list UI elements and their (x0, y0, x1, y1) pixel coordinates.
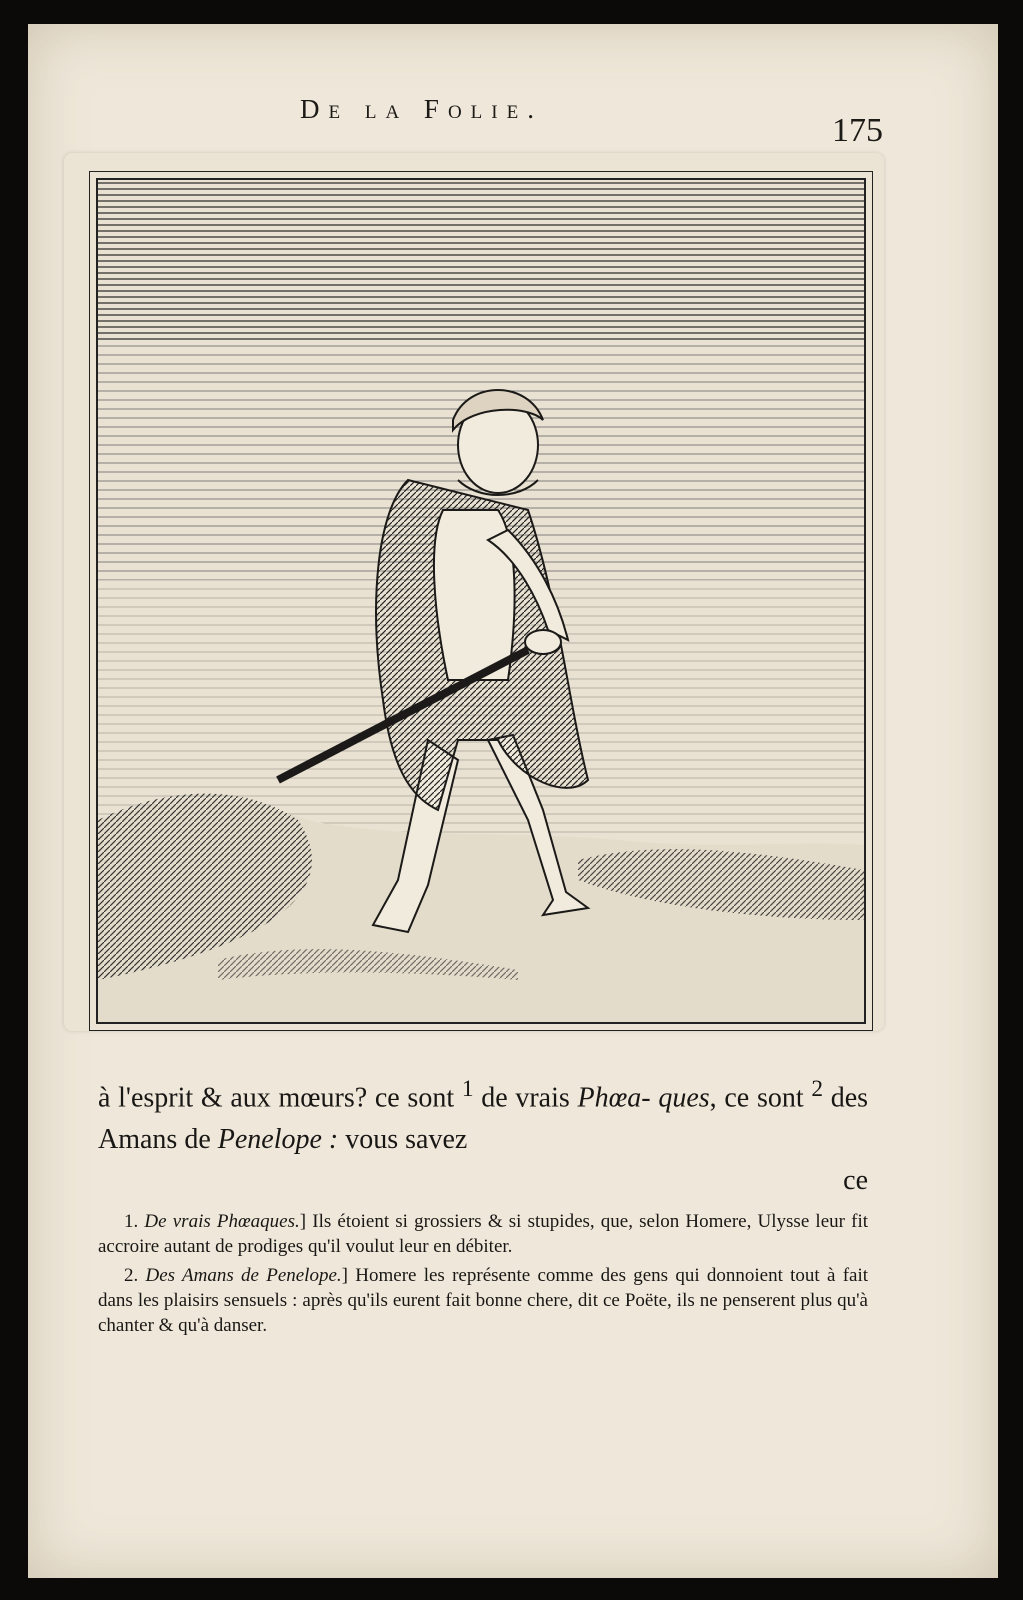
italic-span: ques (658, 1082, 710, 1114)
footnote-text: ] Ils étoient si grossiers & si stupides, que, selon Homere, Ulysse leur fit accroire autant de prodiges qu'il voulut leur en débiter. (98, 1211, 869, 1258)
jester-figure-icon (98, 180, 864, 1022)
footnote-2 (98, 1263, 868, 1338)
footnote-number: 2. (124, 1265, 139, 1287)
footnote-1 (98, 1209, 868, 1259)
main-paragraph (98, 1068, 868, 1161)
catchword: ce (843, 1165, 868, 1197)
footnote-ref-2: 2 (811, 1076, 824, 1102)
text-span: à l'esprit & aux mœurs? ce sont (98, 1082, 455, 1114)
footnote-lemma: De vrais Phœaques. (144, 1211, 300, 1233)
footnote-number: 1. (124, 1211, 139, 1233)
text-span: vous savez (345, 1124, 468, 1156)
text-span: de vrais (481, 1082, 570, 1114)
running-title: De la Folie. (300, 94, 543, 124)
body-text-block (98, 1068, 868, 1342)
page-number: 175 (832, 112, 883, 149)
text-span: , ce sont (709, 1082, 804, 1114)
footnote-lemma: Des Amans de Penelope. (145, 1265, 342, 1287)
italic-span: Penelope : (217, 1124, 339, 1156)
footnote-text: ] Homere les représente comme des gens qui donnoient tout à fait dans les plaisirs sensuels : après qu'ils eurent fait bonne chere, dit ce Poëte, ils ne penserent plus qu'à chanter & qu'à danser. (98, 1265, 869, 1337)
engraving-illustration (96, 178, 866, 1024)
text-span: des Amans de (98, 1082, 869, 1156)
italic-span: Phœa- (577, 1082, 651, 1114)
footnote-ref-1: 1 (461, 1076, 474, 1102)
